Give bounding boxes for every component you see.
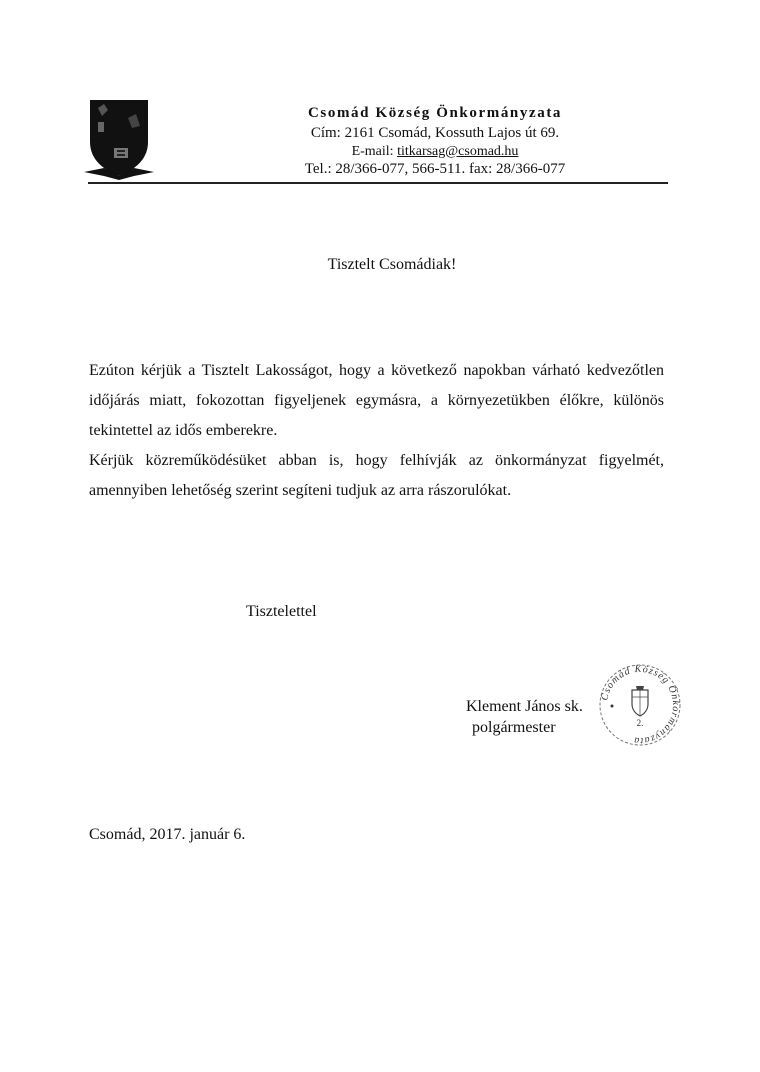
email-link[interactable]: titkarsag@csomad.hu	[397, 143, 519, 159]
email-line	[200, 143, 670, 160]
phone-line: Tel.: 28/366-077, 566-511. fax: 28/366-077	[304, 160, 566, 177]
salutation: Tisztelt Csomádiak!	[327, 256, 457, 273]
date-line: Csomád, 2017. január 6.	[89, 826, 246, 843]
signer-title: polgármester	[472, 719, 556, 736]
header-divider	[88, 182, 668, 184]
paragraph-2: Kérjük közreműködésüket abban is, hogy felhívják az önkormányzat figyelmét, amennyiben lehetőség szerint segíteni tudjuk az arra rászorulókat.	[89, 452, 664, 499]
letter-body	[89, 356, 664, 506]
paragraph-1: Ezúton kérjük a Tisztelt Lakosságot, hogy a következő napokban várható kedvezőtlen időjárás miatt, fokozottan figyeljenek egymásra, a környezetükben élőkre, különös tekintettel az idős emberekre.	[89, 362, 664, 439]
signature-block	[466, 696, 583, 738]
closing: Tisztelettel	[246, 603, 317, 620]
stamp-number: 2.	[636, 718, 644, 728]
official-stamp	[594, 662, 686, 748]
coat-of-arms-logo	[84, 98, 154, 182]
letterhead	[200, 104, 670, 178]
signer-name: Klement János sk.	[466, 698, 583, 715]
email-label: E-mail:	[351, 143, 398, 159]
stamp-text: Csomád Község Önkormányzata	[599, 663, 682, 747]
address-line: Cím: 2161 Csomád, Kossuth Lajos út 69.	[310, 125, 560, 142]
organization-name: Csomád Község Önkormányzata	[307, 105, 563, 121]
